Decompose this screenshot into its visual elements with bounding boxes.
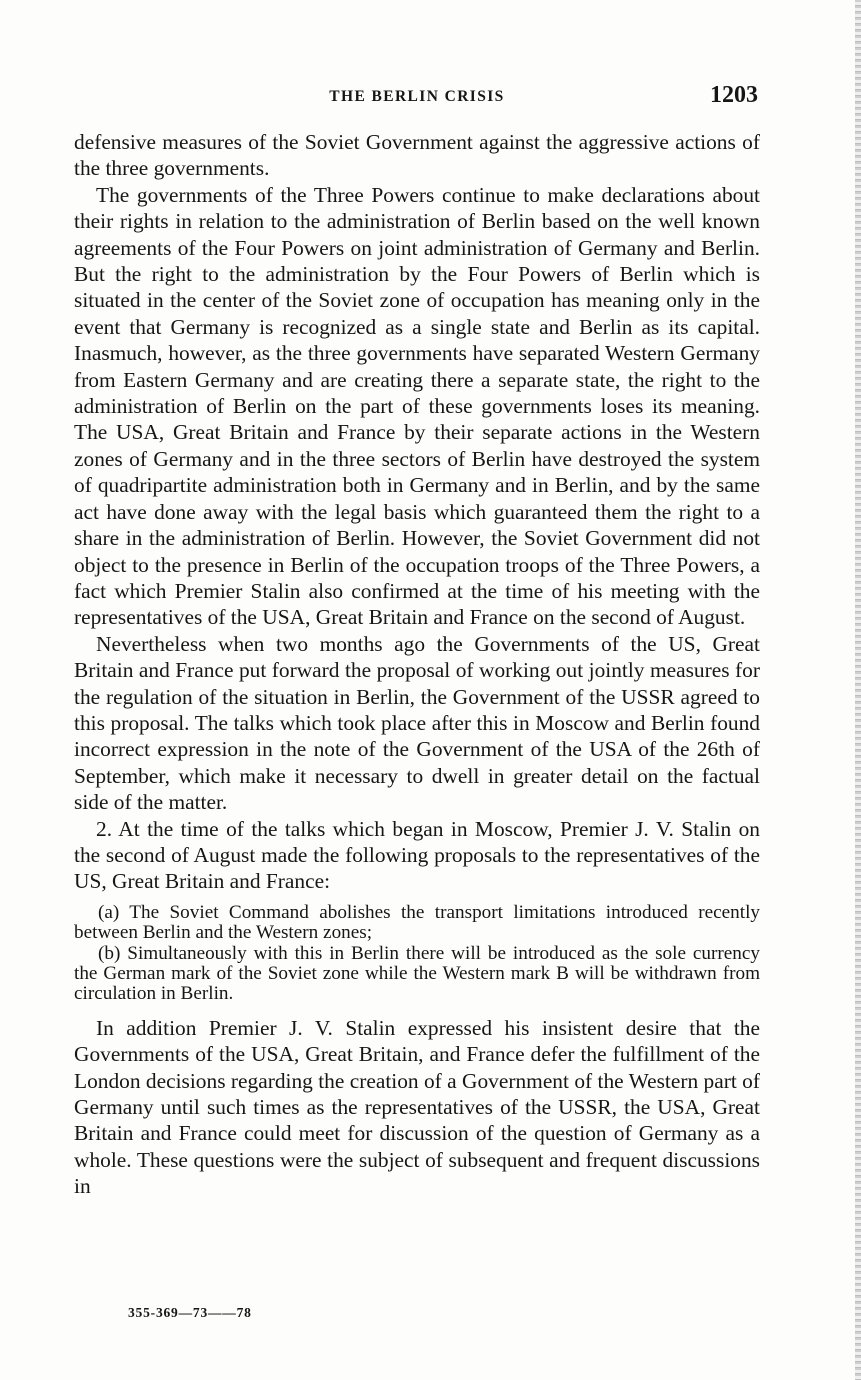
print-code: 355-369—73——78 <box>128 1305 252 1320</box>
proposal-a: (a) The Soviet Command abolishes the transport limitations introduced recently between Berlin and the Western zones; <box>74 901 760 944</box>
proposal-b: (b) Simultaneously with this in Berlin there will be introduced as the sole currency the German mark of the Soviet zone while the Western mark B will be withdrawn from circulation in Berlin. <box>74 942 760 1005</box>
running-title: THE BERLIN CRISIS <box>329 88 505 105</box>
paragraph-nevertheless: Nevertheless when two months ago the Governments of the US, Great Britain and France put forward the proposal of working out jointly measures for the regulation of the situation in Berlin, the Government of the USSR agreed to this proposal. The talks which took place after this in Moscow and Berlin found incorrect expression in the note of the Government of the USA of the 26th of September, which make it necessary to dwell in greater detail on the factual side of the matter. <box>74 631 760 815</box>
proposals-quote <box>74 903 760 1005</box>
running-header <box>74 84 760 114</box>
body-text <box>74 129 760 1200</box>
paragraph-continued: defensive measures of the Soviet Government against the aggressive actions of the three governments. <box>74 130 760 181</box>
paragraph-three-powers-rights: The governments of the Three Powers continue to make declarations about their rights in relation to the administration of Berlin based on the well known agreements of the Four Powers on joint administration of Germany and Berlin. But the right to the administration by the Four Powers of Berlin which is situated in the center of the Soviet zone of occupation has meaning only in the event that Germany is recognized as a single state and Berlin as its capital. Inasmuch, however, as the three governments have separated Western Germany from Eastern Germany and are creating there a separate state, the right to the administration of Berlin on the part of these governments loses its meaning. The USA, Great Britain and France by their separate actions in the Western zones of Germany and in the three sectors of Berlin have destroyed the system of quadripartite administration both in Germany and in Berlin, and by the same act have done away with the legal basis which guaranteed them the right to a share in the administration of Berlin. However, the Soviet Government did not object to the presence in Berlin of the occupation troops of the Three Powers, a fact which Premier Stalin also confirmed at the time of his meeting with the representatives of the USA, Great Britain and France on the second of August. <box>74 182 760 630</box>
page-number: 1203 <box>710 82 758 108</box>
paragraph-in-addition: In addition Premier J. V. Stalin expressed his insistent desire that the Governments of the USA, Great Britain, and France defer the fulfillment of the London decisions regarding the creation of a Government of the Western part of Germany until such times as the representatives of the USSR, the USA, Great Britain and France could meet for discussion of the question of Germany as a whole. These questions were the subject of subsequent and frequent discussions in <box>74 1015 760 1199</box>
paragraph-section-2: 2. At the time of the talks which began in Moscow, Premier J. V. Stalin on the second of August made the following proposals to the representatives of the US, Great Britain and France: <box>74 816 760 894</box>
page-edge <box>855 0 861 1380</box>
